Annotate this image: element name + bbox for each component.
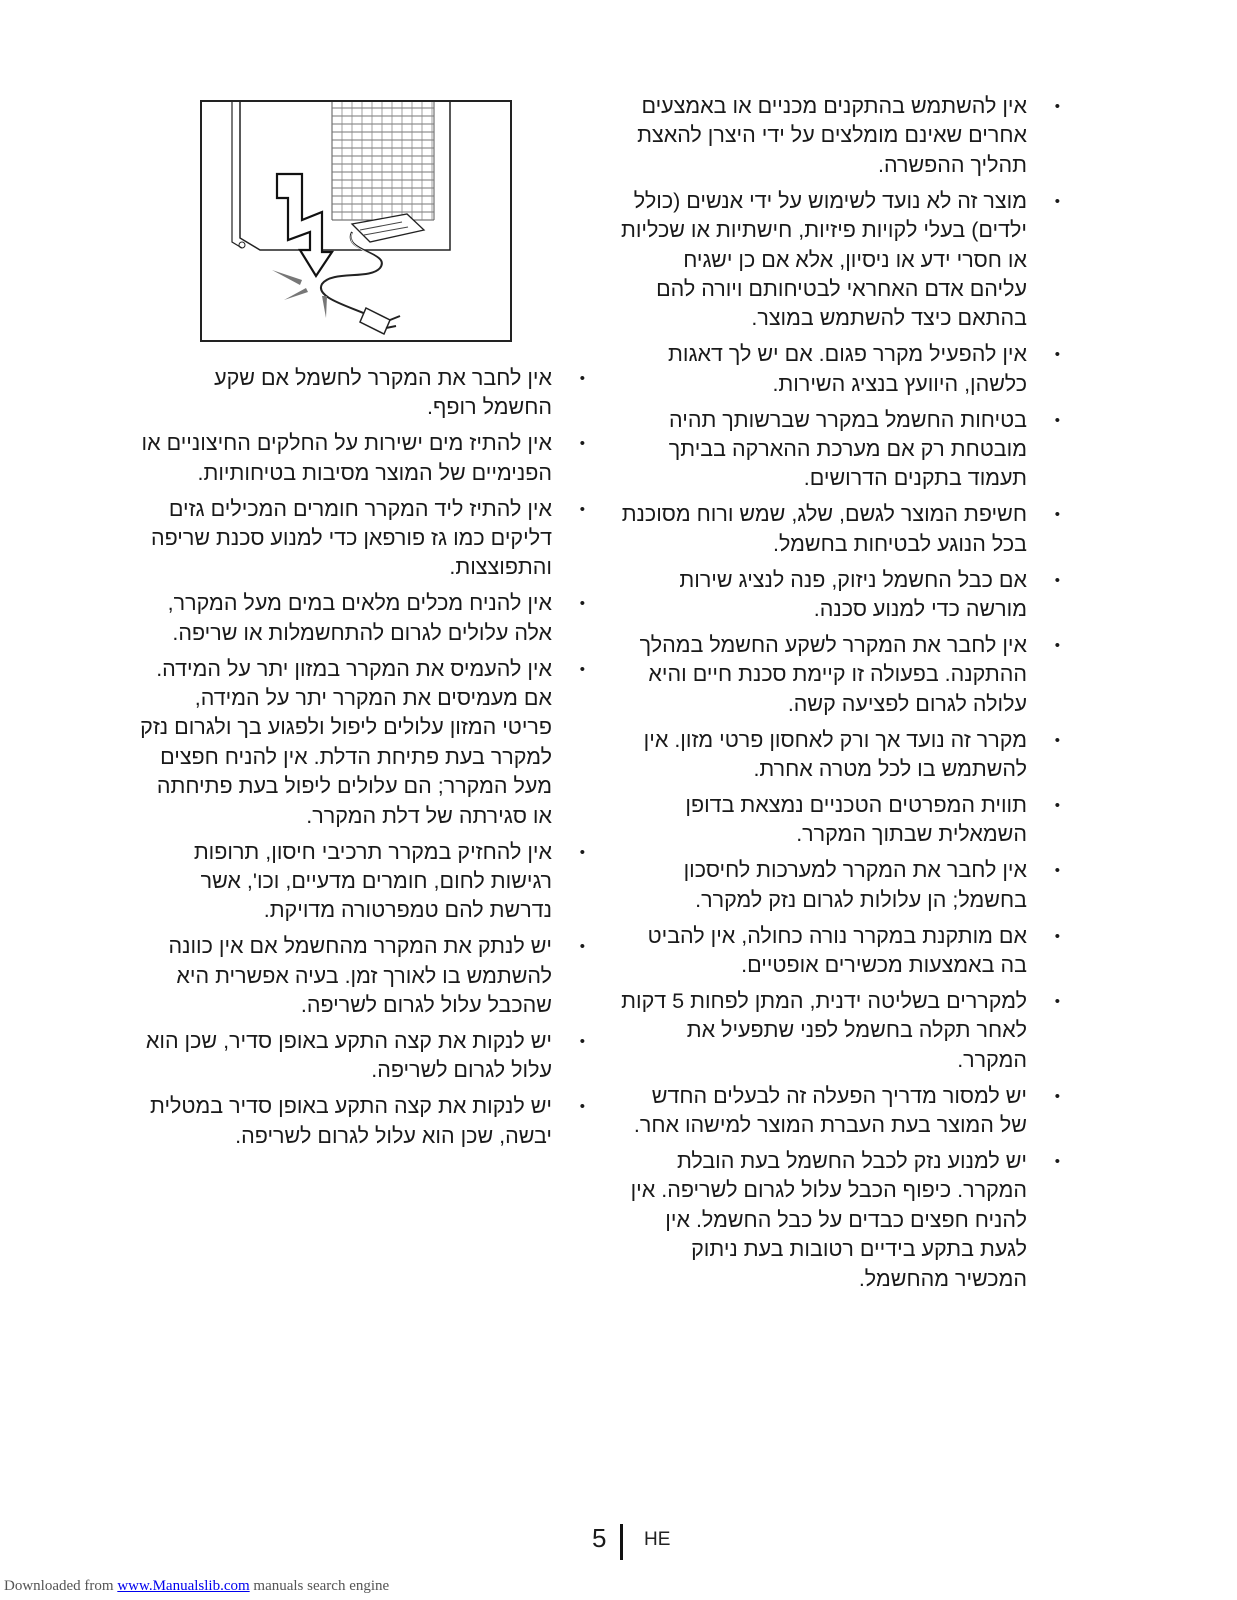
fridge-cord-drawing <box>202 102 510 340</box>
safety-item-text: אין להניח מכלים מלאים במים מעל המקרר, אלה עלולים לגרום להתחשמלות או שריפה. <box>167 591 552 645</box>
safety-item <box>620 856 1060 915</box>
safety-item-text: מקרר זה נועד אך ורק לאחסון פרטי מזון. אין להשתמש בו לכל מטרה אחרת. <box>643 727 1027 782</box>
fridge-power-cord-illustration <box>200 100 512 342</box>
bullet-icon: • <box>579 1033 585 1051</box>
bullet-icon: • <box>579 370 585 387</box>
page-number: 5 <box>592 1523 607 1553</box>
safety-item <box>140 932 585 1020</box>
safety-item <box>620 187 1060 334</box>
language-code: HE <box>644 1529 671 1550</box>
safety-item-text: אין לחבר את המקרר לשקע החשמל במהלך ההתקנה. בפעולה זו קיימת סכנת חיים והיא עלולה לגרום לפציעה קשה. <box>639 632 1027 716</box>
safety-item <box>620 406 1060 494</box>
safety-item-text: אין להשתמש בהתקנים מכניים או באמצעים אחרים שאינם מומלצים על ידי היצרן להאצת תהליך ההפשרה. <box>637 94 1027 177</box>
bullet-icon: • <box>1054 506 1060 524</box>
safety-item-text: חשיפת המוצר לגשם, שלג, שמש ורוח מסוכנת בכל הנוגע לבטיחות בחשמל. <box>621 502 1027 556</box>
safety-item <box>620 987 1060 1075</box>
safety-item-text: אם כבל החשמל ניזוק, פנה לנציג שירות מורשה כדי למנוע סכנה. <box>679 567 1027 621</box>
safety-item <box>620 500 1060 559</box>
safety-item <box>140 1092 585 1151</box>
safety-item <box>140 429 585 488</box>
safety-item-text: אין להעמיס את המקרר במזון יתר על המידה. אם מעמיסים את המקרר יתר על המידה, פריטי המזון עלולים ליפול ולפגוע בך ולגרום נזק למקרר בעת פתיחת הדלת. אין להניח חפצים מעל המקרר; הם עלולים ליפול בעת פתיחתה או סגירתה של דלת המקרר. <box>140 656 552 828</box>
safety-item-text: אין להתיז מים ישירות על החלקים החיצוניים או הפנימיים של המוצר מסיבות בטיחותיות. <box>141 431 552 485</box>
bullet-icon: • <box>579 843 585 861</box>
safety-item-text: אין להתיז ליד המקרר חומרים המכילים גזים דליקים כמו גז פורפאן כדי למנוע סכנת שריפה והתפוצצות. <box>151 496 552 580</box>
safety-item <box>140 838 585 926</box>
safety-item <box>620 340 1060 399</box>
bullet-icon: • <box>1054 98 1060 115</box>
footer-divider <box>620 1524 623 1560</box>
safety-item <box>620 726 1060 785</box>
bullet-icon: • <box>579 1098 585 1116</box>
bullet-icon: • <box>1054 862 1060 880</box>
safety-item-text: יש למנוע נזק לכבל החשמל בעת הובלת המקרר. כיפוף הכבל עלול לגרום לשריפה. אין להניח חפצים כבדים על כבל החשמל. אין לגעת בתקע בידיים רטובות בעת ניתוק המכשיר מהחשמל. <box>630 1148 1027 1291</box>
safety-item-text: יש למסור מדריך הפעלה זה לבעלים החדש של המוצר בעת העברת המוצר למישהו אחר. <box>633 1083 1027 1137</box>
bullet-icon: • <box>579 435 585 453</box>
safety-item-text: מוצר זה לא נועד לשימוש על ידי אנשים (כולל ילדים) בעלי לקויות פיזיות, חישתיות או שכליות או חסרי ידע או ניסיון, אלא אם כן ישגיח עליהם אדם האחראי לבטיחותם ויורה להם בהתאם כיצד להשתמש במוצר. <box>620 188 1027 331</box>
bullet-icon: • <box>1054 927 1060 945</box>
safety-item <box>140 655 585 831</box>
download-suffix: manuals search engine <box>249 1578 390 1594</box>
right-column-safety-list <box>620 92 1060 1300</box>
bullet-icon: • <box>1054 731 1060 749</box>
safety-item <box>620 1147 1060 1294</box>
safety-item <box>620 631 1060 719</box>
safety-item-text: למקררים בשליטה ידנית, המתן לפחות 5 דקות לאחר תקלה בחשמל לפני שתפעיל את המקרר. <box>621 988 1027 1072</box>
download-prefix: Downloaded from <box>4 1578 118 1594</box>
safety-item <box>620 922 1060 981</box>
bullet-icon: • <box>1054 796 1060 814</box>
safety-item-text: אין לחבר את המקרר לחשמל אם שקע החשמל רופף. <box>214 366 552 420</box>
safety-item-text: אין להחזיק במקרר תרכיבי חיסון, תרופות רגישות לחום, חומרים מדעיים, וכו', אשר נדרשת להם טמפרטורה מדויקת. <box>193 839 552 923</box>
safety-item-text: אין לחבר את המקרר למערכות לחיסכון בחשמל; הן עלולות לגרום נזק למקרר. <box>683 858 1027 912</box>
bullet-icon: • <box>1054 411 1060 429</box>
safety-item-text: אם מותקנת במקרר נורה כחולה, אין להביט בה באמצעות מכשירים אופטיים. <box>647 923 1027 977</box>
safety-item <box>140 495 585 583</box>
safety-item-text: יש לנתק את המקרר מהחשמל אם אין כוונה להשתמש בו לאורך זמן. בעיה אפשרית היא שהכבל עלול לגרום לשריפה. <box>168 934 552 1018</box>
safety-item-text: יש לנקות את קצה התקע באופן סדיר, שכן הוא עלול לגרום לשריפה. <box>145 1029 552 1083</box>
safety-item <box>620 566 1060 625</box>
safety-item <box>140 364 585 423</box>
safety-item <box>140 1027 585 1086</box>
bullet-icon: • <box>1054 346 1060 364</box>
safety-item <box>620 92 1060 180</box>
bullet-icon: • <box>579 660 585 678</box>
safety-item-text: תווית המפרטים הטכניים נמצאת בדופן השמאלית שבתוך המקרר. <box>685 792 1027 847</box>
bullet-icon: • <box>1054 636 1060 654</box>
safety-item <box>620 791 1060 850</box>
bullet-icon: • <box>1054 571 1060 589</box>
bullet-icon: • <box>1054 192 1060 210</box>
bullet-icon: • <box>579 938 585 956</box>
page-footer <box>580 1522 700 1562</box>
safety-item <box>620 1082 1060 1141</box>
bullet-icon: • <box>1054 992 1060 1010</box>
bullet-icon: • <box>1054 1087 1060 1105</box>
bullet-icon: • <box>579 595 585 613</box>
safety-item-text: בטיחות החשמל במקרר שברשותך תהיה מובטחת רק אם מערכת ההארקה בביתך תעמוד בתקנים הדרושים. <box>668 407 1027 491</box>
manualslib-link[interactable]: www.Manualslib.com <box>117 1578 250 1594</box>
safety-item-text: אין להפעיל מקרר פגום. אם יש לך דאגות כלשהן, היוועץ בנציג השירות. <box>668 342 1027 396</box>
safety-item <box>140 589 585 648</box>
left-column-safety-list <box>140 364 585 1158</box>
bullet-icon: • <box>1054 1152 1060 1170</box>
bullet-icon: • <box>579 500 585 518</box>
download-attribution <box>4 1576 389 1596</box>
safety-item-text: יש לנקות את קצה התקע באופן סדיר במטלית יבשה, שכן הוא עלול לגרום לשריפה. <box>150 1094 552 1148</box>
